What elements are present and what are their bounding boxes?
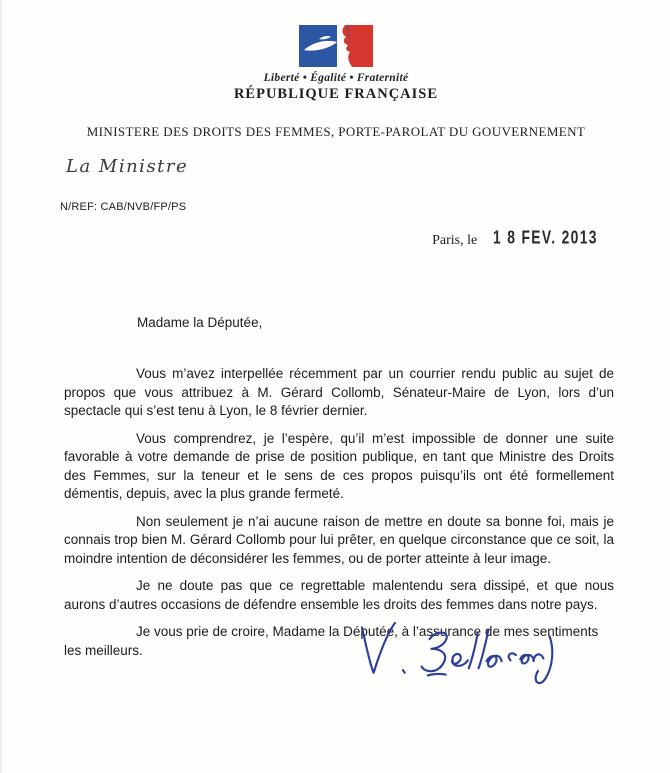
paragraph-4: Je ne doute pas que ce regrettable malentendu sera dissipé, et que nous aurons d’autres occasions de défendre ensemble les droits des femmes dans notre pays. [64,578,614,612]
letter-body [2,315,670,660]
motto: Liberté • Égalité • Fraternité [263,72,409,84]
letterhead [2,0,670,140]
date-stamp: 1 8 FEV. 2013 [493,228,599,248]
paragraph-5: Je vous prie de croire, Madame la Députée, à l’assurance de mes sentiments les meilleurs. [64,624,599,658]
handwritten-signature [337,615,572,695]
dateline-place: Paris, le [432,233,478,248]
dateline [2,230,618,249]
reference-number: N/REF: CAB/NVB/FP/PS [60,201,187,213]
sender-title: La Ministre [66,156,189,177]
french-republic-logo-icon [299,25,373,67]
paragraph-2: Vous comprendrez, je l’espère, qu’il m’est impossible de donner une suite favorable à votre demande de prise de position publique, en tant que Ministre des Droits des Femmes, sur la teneur et le sens de ces propos puisqu’ils ont été formellement démentis, depuis, avec la plus grande fermeté. [64,430,614,501]
republic-title: RÉPUBLIQUE FRANÇAISE [233,86,439,102]
ministry-heading: MINISTERE DES DROITS DES FEMMES, PORTE-PAROLAT DU GOUVERNEMENT [86,124,586,139]
paragraph-3: Non seulement je n’ai aucune raison de mettre en doute sa bonne foi, mais je connais trop bien M. Gérard Collomb pour lui prêter, en quelque circonstance que ce soit, la moindre intention de déconsidérer les femmes, ou de porter atteinte à leur image. [64,513,614,566]
salutation: Madame la Députée, [137,315,263,330]
paragraph-1: Vous m’avez interpellée récemment par un courrier rendu public au sujet de propos que vous attribuez à M. Gérard Collomb, Sénateur-Maire de Lyon, lors d’un spectacle qui s’est tenu à Lyon, le 8 février dernier. [64,366,614,418]
